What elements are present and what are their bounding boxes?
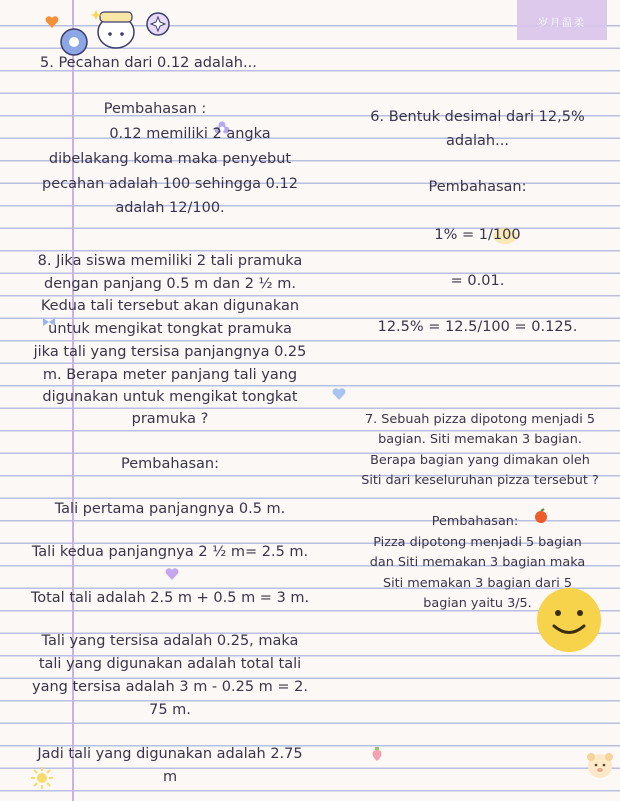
q7-question-line-1: 7. Sebuah pizza dipotong menjadi 5 bbox=[364, 412, 596, 427]
q8-conclusion-line-2: m bbox=[162, 769, 178, 785]
q6-question-line-1: 6. Bentuk desimal dari 12,5% bbox=[370, 109, 585, 125]
q6-step-1: 1% = 1/100 bbox=[434, 227, 521, 243]
q7-question-line-3: Berapa bagian yang dimakan oleh bbox=[370, 453, 590, 468]
q7-answer-line-3: Siti memakan 3 bagian dari 5 bbox=[382, 576, 573, 591]
q8-question-line-7: digunakan untuk mengikat tongkat bbox=[42, 389, 298, 405]
q7-question-line-4: Siti dari keseluruhan pizza tersebut ? bbox=[361, 473, 599, 488]
q7-question-line-2: bagian. Siti memakan 3 bagian. bbox=[378, 432, 582, 447]
q7-answer-line-4: bagian yaitu 3/5. bbox=[423, 596, 532, 611]
q8-remaining-line-2: tali yang digunakan adalah total tali bbox=[38, 656, 302, 672]
q5-line-2: dibelakang koma maka penyebut bbox=[48, 151, 292, 167]
q7-heading: Pembahasan: bbox=[431, 514, 519, 529]
q8-step-2: Tali kedua panjangnya 2 ½ m= 2.5 m. bbox=[31, 544, 309, 560]
q8-question-line-6: m. Berapa meter panjang tali yang bbox=[42, 367, 298, 383]
q6-step-2: = 0.01. bbox=[450, 273, 505, 289]
q8-remaining-line-4: 75 m. bbox=[149, 702, 191, 718]
q8-question-line-8: pramuka ? bbox=[131, 411, 209, 427]
strawberry-icon bbox=[370, 746, 384, 762]
q5-line-3: pecahan adalah 100 sehingga 0.12 bbox=[42, 176, 298, 192]
q5-line-4: adalah 12/100. bbox=[115, 200, 225, 216]
q8-question-line-1: 8. Jika siswa memiliki 2 tali pramuka bbox=[37, 253, 303, 269]
q8-step-1: Tali pertama panjangnya 0.5 m. bbox=[54, 501, 286, 517]
q8-question-line-2: dengan panjang 0.5 m dan 2 ½ m. bbox=[44, 276, 296, 292]
q8-heading: Pembahasan: bbox=[121, 456, 219, 472]
corner-stamp-text: 岁月温柔 bbox=[538, 18, 586, 29]
q6-question-line-2: adalah... bbox=[446, 133, 509, 149]
q5-question: 5. Pecahan dari 0.12 adalah... bbox=[40, 55, 257, 71]
q5-heading: Pembahasan : bbox=[103, 101, 207, 117]
q5-line-1: 0.12 memiliki 2 angka bbox=[109, 126, 271, 142]
q8-step-3: Total tali adalah 2.5 m + 0.5 m = 3 m. bbox=[30, 590, 310, 606]
bear-face-icon bbox=[584, 750, 616, 780]
q6-heading: Pembahasan: bbox=[428, 179, 527, 195]
q8-remaining-line-3: yang tersisa adalah 3 m - 0.25 m = 2. bbox=[32, 679, 308, 695]
q8-remaining-line-1: Tali yang tersisa adalah 0.25, maka bbox=[41, 633, 299, 649]
q7-answer-line-2: dan Siti memakan 3 bagian maka bbox=[369, 555, 586, 570]
q8-question-line-3: Kedua tali tersebut akan digunakan bbox=[40, 298, 300, 314]
q6-step-3: 12.5% = 12.5/100 = 0.125. bbox=[377, 319, 578, 335]
purple-heart-icon bbox=[164, 566, 180, 582]
q8-question-line-4: untuk mengikat tongkat pramuka bbox=[48, 321, 292, 337]
blue-heart-icon bbox=[331, 386, 347, 402]
q7-answer-line-1: Pizza dipotong menjadi 5 bagian bbox=[373, 535, 582, 550]
q8-conclusion-line-1: Jadi tali yang digunakan adalah 2.75 bbox=[37, 746, 303, 762]
q8-question-line-5: jika tali yang tersisa panjangnya 0.25 bbox=[33, 344, 307, 360]
corner-stamp bbox=[517, 0, 607, 40]
